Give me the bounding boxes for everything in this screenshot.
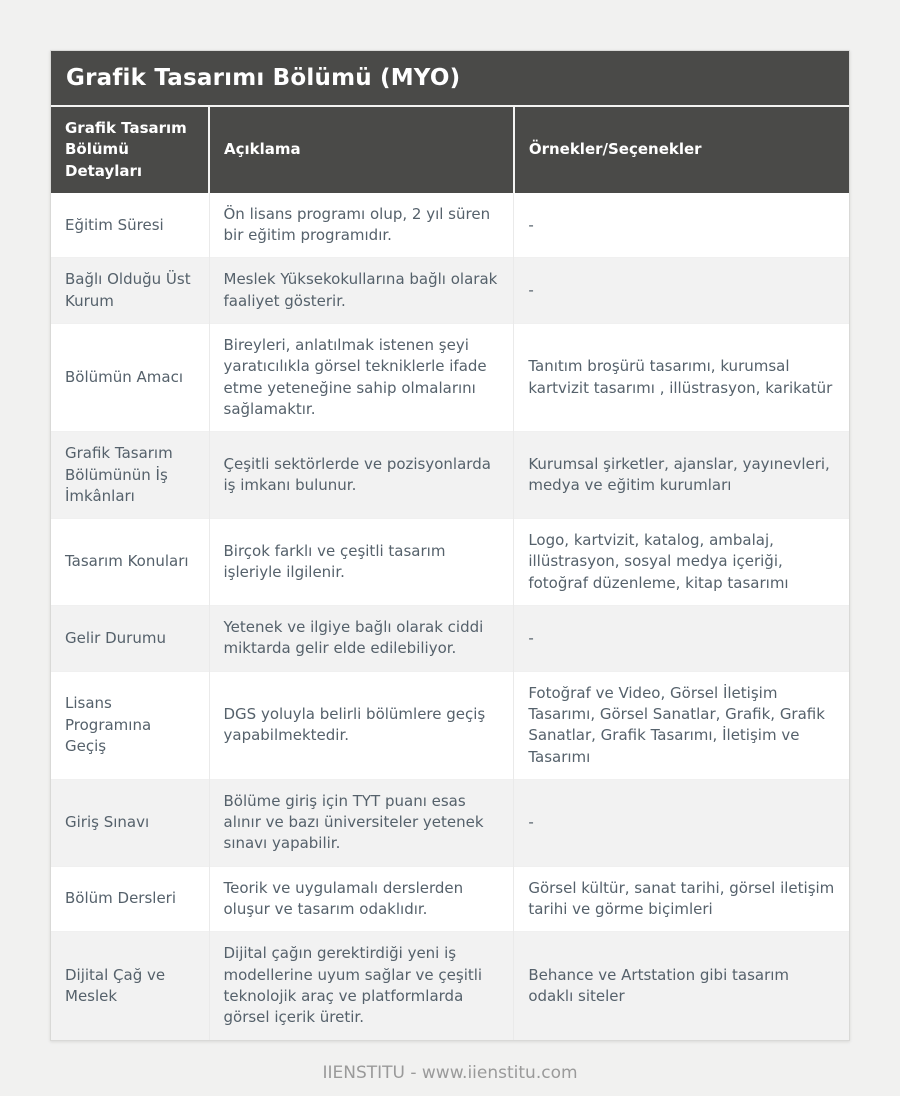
cell-description: Teorik ve uygulamalı derslerden oluşur ve tasarım odaklıdır. — [209, 866, 514, 932]
cell-examples: Kurumsal şirketler, ajanslar, yayınevleri, medya ve eğitim kurumları — [514, 432, 849, 519]
table-row — [51, 779, 849, 866]
table-row — [51, 866, 849, 932]
cell-examples: - — [514, 779, 849, 866]
cell-description: DGS yoluyla belirli bölümlere geçiş yapabilmektedir. — [209, 671, 514, 779]
cell-detail: Gelir Durumu — [51, 606, 209, 672]
cell-detail: Bölümün Amacı — [51, 324, 209, 432]
cell-description: Ön lisans programı olup, 2 yıl süren bir eğitim programıdır. — [209, 193, 514, 258]
cell-description: Yetenek ve ilgiye bağlı olarak ciddi miktarda gelir elde edilebiliyor. — [209, 606, 514, 672]
cell-examples: Görsel kültür, sanat tarihi, görsel iletişim tarihi ve görme biçimleri — [514, 866, 849, 932]
cell-detail: Giriş Sınavı — [51, 779, 209, 866]
table-body — [51, 193, 849, 1040]
footer-credit: IIENSTITU - www.iienstitu.com — [322, 1062, 578, 1083]
cell-detail: Tasarım Konuları — [51, 519, 209, 606]
table-header-row — [51, 107, 849, 193]
cell-description: Bölüme giriş için TYT puanı esas alınır ve bazı üniversiteler yetenek sınavı yapabilir. — [209, 779, 514, 866]
cell-description: Dijital çağın gerektirdiği yeni iş modellerine uyum sağlar ve çeşitli teknolojik araç ve platformlarda görsel içerik üretir. — [209, 932, 514, 1040]
table-title-bar — [51, 51, 849, 107]
cell-description: Çeşitli sektörlerde ve pozisyonlarda iş imkanı bulunur. — [209, 432, 514, 519]
cell-detail: Eğitim Süresi — [51, 193, 209, 258]
cell-detail: Dijital Çağ ve Meslek — [51, 932, 209, 1040]
table-header — [51, 107, 849, 193]
column-header-details: Grafik Tasarım Bölümü Detayları — [51, 107, 209, 193]
department-info-table — [51, 107, 849, 1040]
cell-examples: Tanıtım broşürü tasarımı, kurumsal kartvizit tasarımı , illüstrasyon, karikatür — [514, 324, 849, 432]
table-row — [51, 519, 849, 606]
cell-examples: Fotoğraf ve Video, Görsel İletişim Tasarımı, Görsel Sanatlar, Grafik, Grafik Sanatlar, Grafik Tasarımı, İletişim ve Tasarımı — [514, 671, 849, 779]
table-row — [51, 606, 849, 672]
cell-detail: Grafik Tasarım Bölümünün İş İmkânları — [51, 432, 209, 519]
table-row — [51, 258, 849, 324]
cell-examples: Logo, kartvizit, katalog, ambalaj, illüstrasyon, sosyal medya içeriği, fotoğraf düzenleme, kitap tasarımı — [514, 519, 849, 606]
table-card — [50, 50, 850, 1041]
cell-description: Meslek Yüksekokullarına bağlı olarak faaliyet gösterir. — [209, 258, 514, 324]
page-title: Grafik Tasarımı Bölümü (MYO) — [66, 65, 461, 91]
cell-detail: Bağlı Olduğu Üst Kurum — [51, 258, 209, 324]
cell-description: Bireyleri, anlatılmak istenen şeyi yaratıcılıkla görsel tekniklerle ifade etme yeteneğine sahip olmalarını sağlamaktır. — [209, 324, 514, 432]
cell-examples: - — [514, 193, 849, 258]
table-row — [51, 932, 849, 1040]
column-header-examples: Örnekler/Seçenekler — [514, 107, 849, 193]
cell-examples: Behance ve Artstation gibi tasarım odaklı siteler — [514, 932, 849, 1040]
table-row — [51, 193, 849, 258]
cell-detail: Bölüm Dersleri — [51, 866, 209, 932]
cell-examples: - — [514, 258, 849, 324]
cell-detail: Lisans Programına Geçiş — [51, 671, 209, 779]
table-row — [51, 324, 849, 432]
table-row — [51, 671, 849, 779]
column-header-description: Açıklama — [209, 107, 514, 193]
cell-examples: - — [514, 606, 849, 672]
cell-description: Birçok farklı ve çeşitli tasarım işleriyle ilgilenir. — [209, 519, 514, 606]
table-row — [51, 432, 849, 519]
